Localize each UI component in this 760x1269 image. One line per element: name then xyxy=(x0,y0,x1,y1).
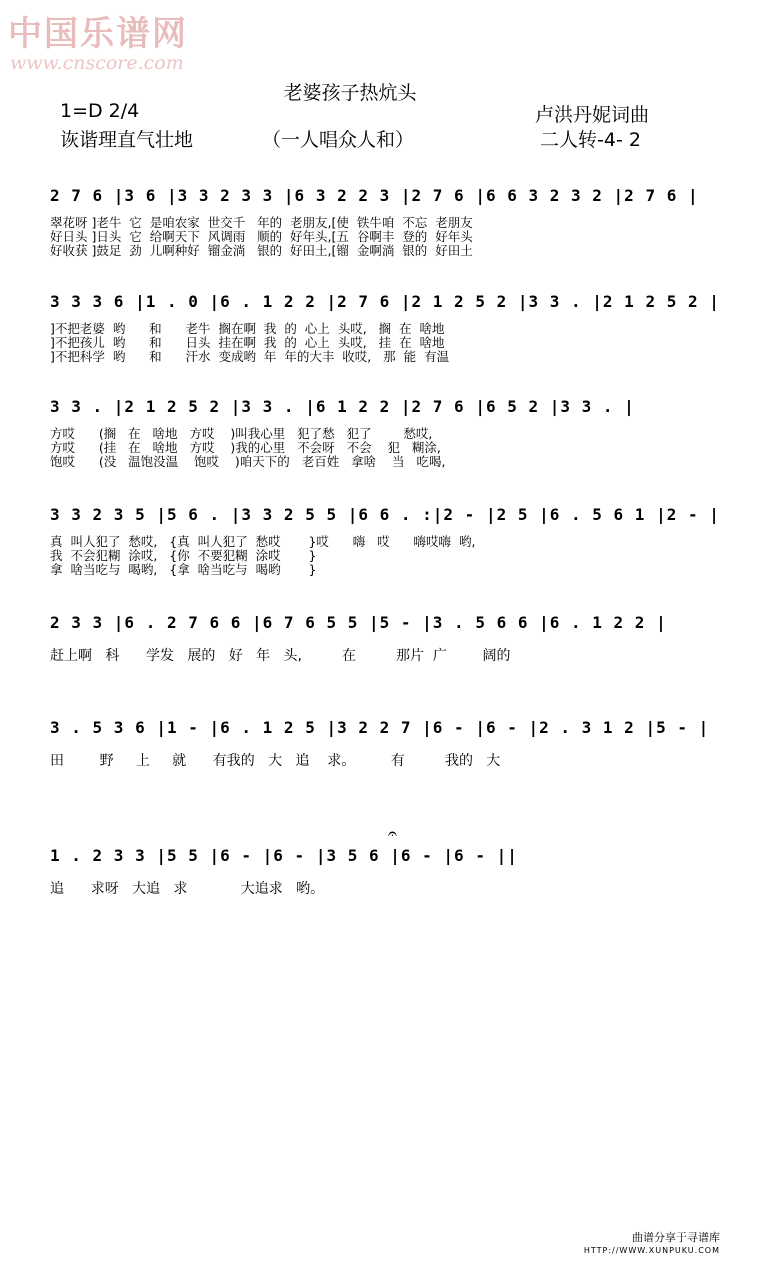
lyric-line: 翠花呀 ]老牛 它 是咱农家 世交千 年的 老朋友,[使 铁牛咱 不忘 老朋友 xyxy=(50,215,473,230)
system-5 xyxy=(50,613,690,665)
notes-line: 3 3 . |2 1 2 5 2 |3 3 . |6 1 2 2 |2 7 6 |6 5 2 |3 3 . | xyxy=(50,397,635,416)
lyric-line: 方哎 (搁 在 啥地 方哎 )叫我心里 犯了愁 犯了 愁哎, xyxy=(50,426,433,441)
mood-marking: 诙谐理直气壮地 xyxy=(60,129,194,151)
lyric-line: 我 不会犯糊 涂哎, {你 不要犯糊 涂哎 } xyxy=(50,548,317,563)
lyric-line: 饱哎 (没 温饱没温 饱哎 )咱天下的 老百姓 拿啥 当 吃喝, xyxy=(50,454,446,469)
watermark-url: www.cnscore.com xyxy=(10,52,184,74)
lyric-line: 好日头 ]日头 它 给啊天下 风调雨 顺的 好年头,[五 谷啊丰 登的 好年头 xyxy=(50,229,473,244)
lyric-line: ]不把老婆 哟 和 老牛 搁在啊 我 的 心上 头哎, 搁 在 啥地 xyxy=(50,321,445,336)
lyric-line: ]不把科学 哟 和 汗水 变成哟 年 年的大丰 收哎, 那 能 有温 xyxy=(50,349,450,364)
notes-line: 2 7 6 |3 6 |3 3 2 3 3 |6 3 2 2 3 |2 7 6 |6 6 3 2 3 2 |2 7 6 | xyxy=(50,186,699,205)
footer-url: HTTP://WWW.XUNPUKU.COM xyxy=(583,1246,720,1255)
footer-text: 曲谱分享于寻谱库 xyxy=(632,1231,720,1244)
authors: 卢洪丹妮词曲 xyxy=(535,104,650,126)
notes-line: 1 . 2 3 3 |5 5 |6 - |6 - |3 5 6 |6 - |6 - || xyxy=(50,846,518,865)
system-7 xyxy=(50,846,690,898)
lyric-line: 追 求呀 大追 求 大追求 哟。 xyxy=(50,881,325,897)
lyric-line: ]不把孩儿 哟 和 日头 挂在啊 我 的 心上 头哎, 挂 在 啥地 xyxy=(50,335,445,350)
fermata-icon: 𝄐 xyxy=(388,824,397,843)
key-signature: 1=D 2/4 xyxy=(60,100,140,122)
system-6 xyxy=(50,718,710,770)
watermark-logo: 中国乐谱网 xyxy=(8,14,188,54)
lyric-line: 田 野 上 就 有我的 大 追 求。 有 我的 大 xyxy=(50,753,501,769)
system-2 xyxy=(50,292,720,364)
notes-line: 3 3 3 6 |1 . 0 |6 . 1 2 2 |2 7 6 |2 1 2 5 2 |3 3 . |2 1 2 5 2 | xyxy=(50,292,720,311)
lyric-line: 好收获 ]鼓足 劲 儿啊种好 镏金淌 银的 好田土,[镏 金啊淌 银的 好田土 xyxy=(50,243,473,258)
notes-line: 2 3 3 |6 . 2 7 6 6 |6 7 6 5 5 |5 - |3 . 5 6 6 |6 . 1 2 2 | xyxy=(50,613,667,632)
performance-note: （一人唱众人和） xyxy=(262,129,415,151)
system-1 xyxy=(50,186,699,258)
system-4 xyxy=(50,505,720,577)
notes-line: 3 3 2 3 5 |5 6 . |3 3 2 5 5 |6 6 . :|2 - |2 5 |6 . 5 6 1 |2 - | xyxy=(50,505,720,524)
system-3 xyxy=(50,397,690,469)
footer-credit xyxy=(584,1231,720,1257)
lyric-line: 赶上啊 科 学发 展的 好 年 头, 在 那片 广 阔的 xyxy=(50,648,511,664)
notes-line: 3 . 5 3 6 |1 - |6 . 1 2 5 |3 2 2 7 |6 - |6 - |2 . 3 1 2 |5 - | xyxy=(50,718,710,737)
lyric-line: 方哎 (挂 在 啥地 方哎 )我的心里 不会呀 不会 犯 糊涂, xyxy=(50,440,441,455)
lyric-line: 真 叫人犯了 愁哎, {真 叫人犯了 愁哎 }哎 嗨 哎 嗨哎嗨 哟, xyxy=(50,534,476,549)
song-title: 老婆孩子热炕头 xyxy=(283,82,417,104)
lyric-line: 拿 啥当吃与 喝哟, {拿 啥当吃与 喝哟 } xyxy=(50,562,317,577)
genre-label: 二人转-4- 2 xyxy=(540,129,641,151)
